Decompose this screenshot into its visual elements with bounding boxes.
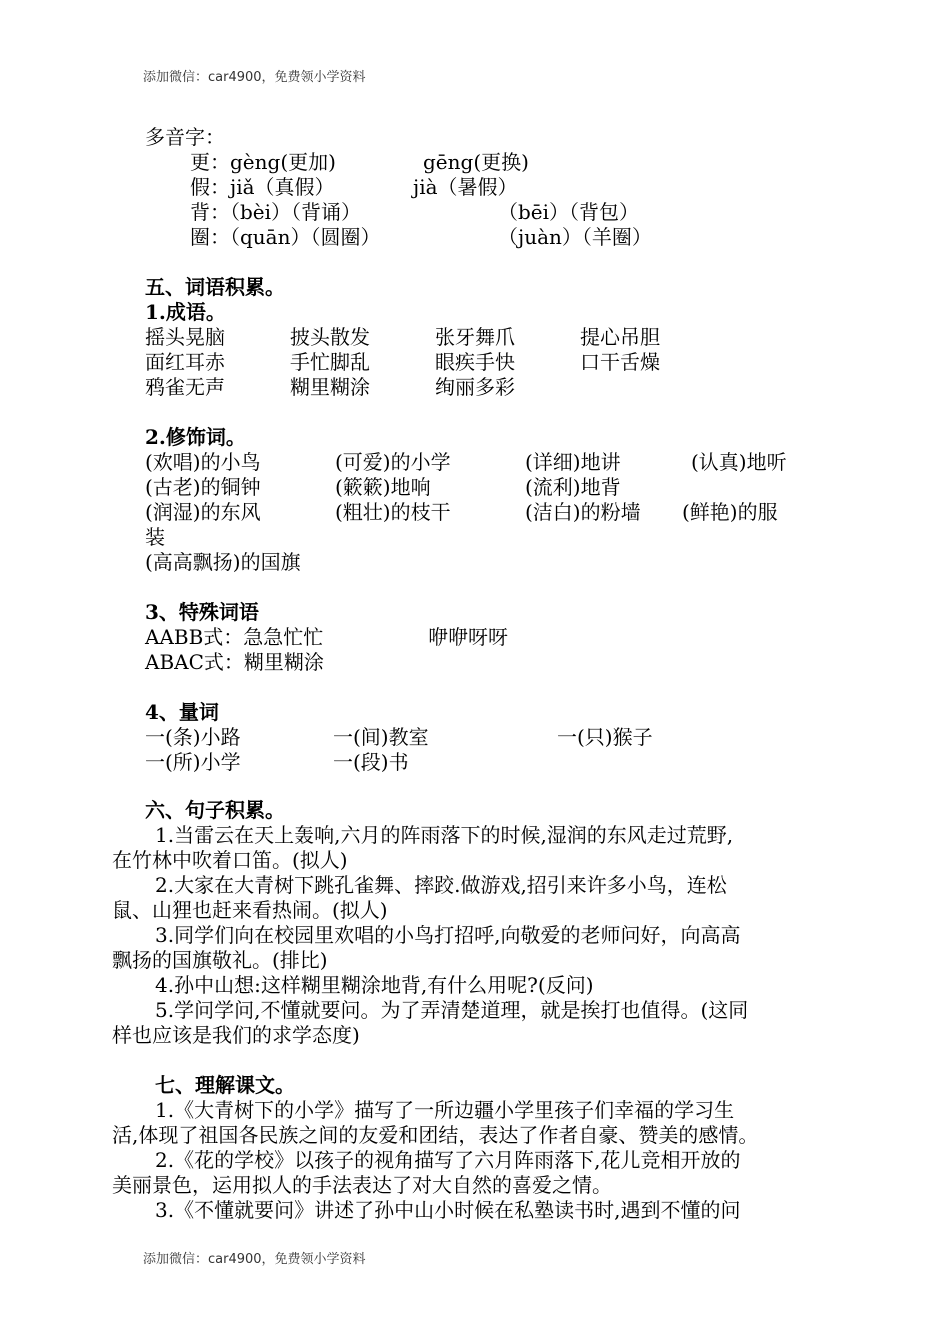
polyphone-row: 背：（bèi）（背诵） （bēi）（背包） <box>190 200 640 224</box>
modifier-last: (高高飘扬)的国旗 <box>145 550 301 574</box>
polyphone-row: 更：gèng(更加) gēng(更换) <box>190 150 529 174</box>
text-line: 美丽景色，运用拟人的手法表达了对大自然的喜爱之情。 <box>112 1173 612 1197</box>
idioms-title: 1.成语。 <box>145 300 226 324</box>
sentence-line: 4.孙中山想:这样糊里糊涂地背,有什么用呢?(反问) <box>155 973 594 997</box>
sentence-line: 飘扬的国旗敬礼。(排比) <box>112 948 328 972</box>
sentence-line: 5.学问学问,不懂就要问。为了弄清楚道理，就是挨打也值得。(这同 <box>155 998 749 1022</box>
polyphone-row: 假：jiǎ（真假） jià（暑假） <box>190 175 518 199</box>
sentence-line: 1.当雷云在天上轰响,六月的阵雨落下的时候,湿润的东风走过荒野, <box>155 823 734 847</box>
sentence-line: 3.同学们向在校园里欢唱的小鸟打招呼,向敬爱的老师问好，向高高 <box>155 923 741 947</box>
special-row: ABAC式：糊里糊涂 <box>145 650 324 674</box>
text-line: 活,体现了祖国各民族之间的友爱和团结，表达了作者自豪、赞美的感情。 <box>112 1123 759 1147</box>
section5-title: 五、词语积累。 <box>145 275 285 299</box>
section6-title: 六、句子积累。 <box>145 798 285 822</box>
sentence-line: 在竹林中吹着口笛。(拟人) <box>112 848 348 872</box>
footer-note: 添加微信：car4900，免费领小学资料 <box>143 1252 366 1267</box>
text-line: 2.《花的学校》以孩子的视角描写了六月阵雨落下,花儿竞相开放的 <box>155 1148 741 1172</box>
text-line: 3.《不懂就要问》讲述了孙中山小时候在私塾读书时,遇到不懂的问 <box>155 1198 741 1222</box>
polyphone-row: 圈：（quān）（圆圈） （juàn）（羊圈） <box>190 225 652 249</box>
polyphones-title: 多音字： <box>145 125 225 149</box>
header-note: 添加微信：car4900，免费领小学资料 <box>143 70 366 85</box>
modifier-wrap: 装 <box>145 525 165 549</box>
sentence-line: 鼠、山狸也赶来看热闹。(拟人) <box>112 898 388 922</box>
modifiers-title: 2.修饰词。 <box>145 425 246 449</box>
sentence-line: 2.大家在大青树下跳孔雀舞、摔跤.做游戏,招引来许多小鸟，连松 <box>155 873 727 897</box>
special-title: 3、特殊词语 <box>145 600 259 624</box>
text-line: 1.《大青树下的小学》描写了一所边疆小学里孩子们幸福的学习生 <box>155 1098 735 1122</box>
section7-title: 七、理解课文。 <box>155 1073 295 1097</box>
sentence-line: 样也应该是我们的求学态度) <box>112 1023 360 1047</box>
measure-title: 4、量词 <box>145 700 219 724</box>
